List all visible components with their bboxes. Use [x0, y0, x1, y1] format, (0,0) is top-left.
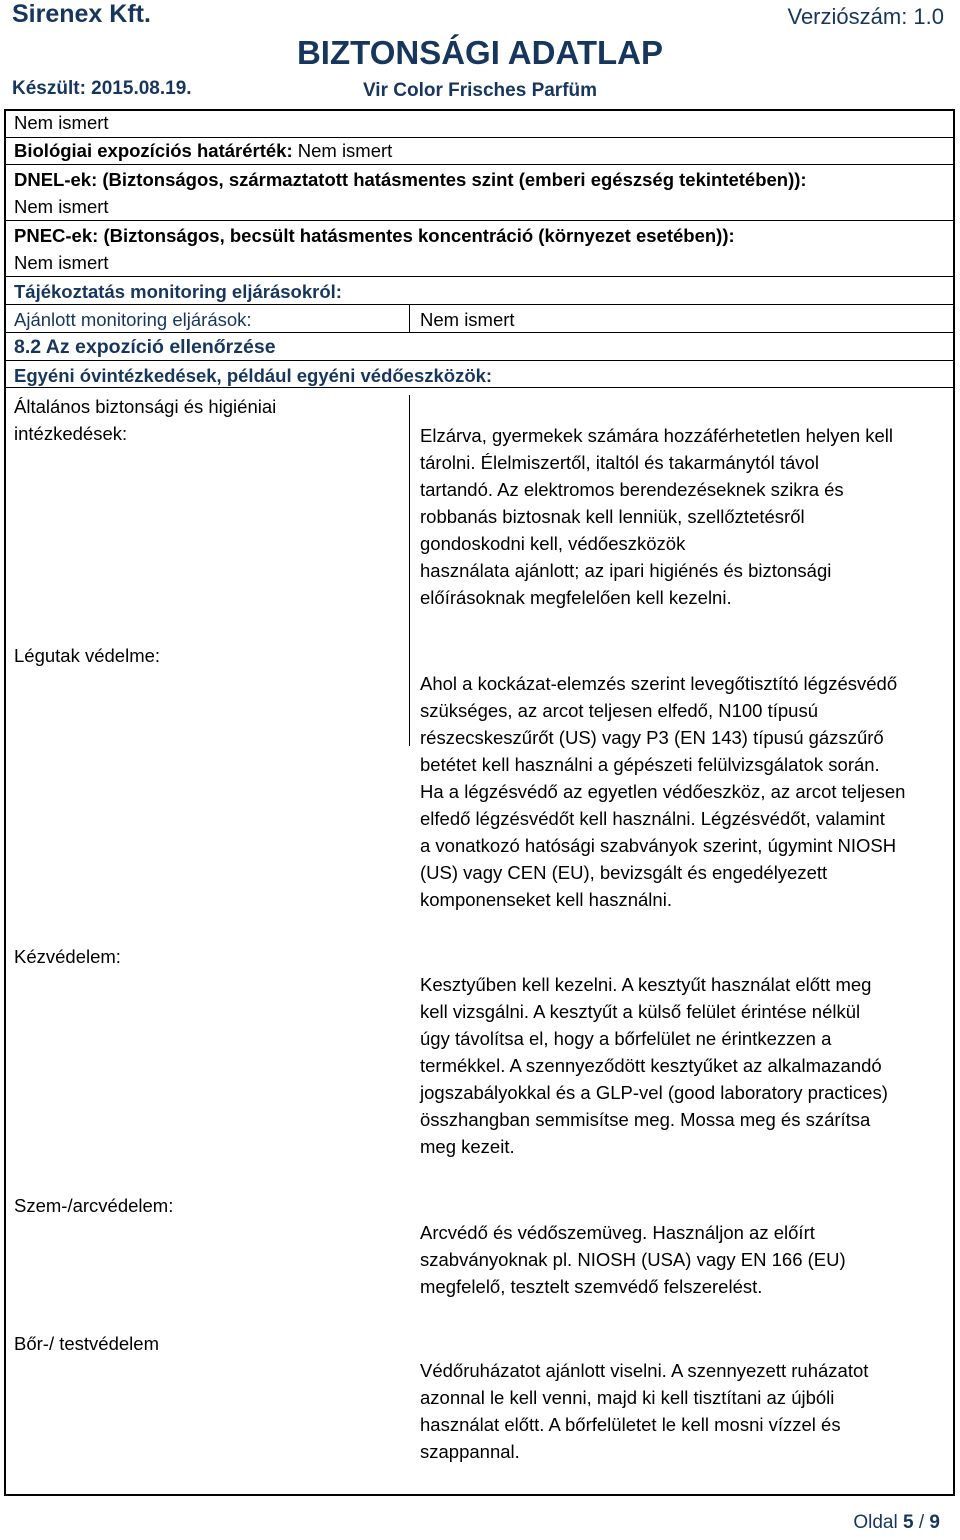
eye-face-protection-value: Arcvédő és védőszemüveg. Használjon az előírt szabványoknak pl. NIOSH (USA) vagy EN 166 (EU) megfelelő, tesztelt szemvédő felszerelést. [420, 1222, 846, 1297]
eye-face-protection-label: Szem-/arcvédelem: [14, 1195, 174, 1216]
pnec-label: PNEC-ek: (Biztonságos, becsült hatásmentes koncentráció (környezet esetében)): [14, 225, 735, 246]
column-divider [409, 304, 410, 332]
page-number [853, 1512, 940, 1534]
dnel-label: DNEL-ek: (Biztonságos, származtatott hatásmentes szint (emberi egészség tekintetében)): [14, 169, 807, 190]
monitoring-title: Tájékoztatás monitoring eljárásokról: [14, 281, 342, 302]
pnec-value: Nem ismert [14, 252, 109, 273]
page-label: Oldal [853, 1512, 898, 1533]
hand-protection-value: Kesztyűben kell kezelni. A kesztyűt használat előtt meg kell vizsgálni. A kesztyűt a külső felület érintése nélkül úgy távolítsa el, hogy a bőrfelület ne érintkezzen a termékkel. A szennyeződött kesztyűket az alkalmazandó jogszabályokkal és a GLP-vel (good laboratory practices) összhangban semmisítse meg. Mossa meg és szárítsa meg kezeit. [420, 974, 888, 1157]
respiratory-protection-value: Ahol a kockázat-elemzés szerint levegőtisztító légzésvédő szükséges, az arcot teljesen elfedő, N100 típusú részecskeszűrőt (US) vagy P3 (EN 143) típusú gázszűrő betétet kell használni a gépészeti felülvizsgálatok során. Ha a légzésvédő az egyetlen védőeszköz, az arcot teljesen elfedő légzésvédőt kell használni. Légzésvédőt, valamint a vonatkozó hatósági szabványok szerint, úgymint NIOSH (US) vagy CEN (EU), bevizsgált és engedélyezett komponenseket kell használni. [420, 673, 906, 910]
hand-protection-label: Kézvédelem: [14, 946, 121, 967]
section-title: 8.2 Az expozíció ellenőrzése [14, 336, 276, 358]
monitoring-value: Nem ismert [420, 309, 515, 330]
divider [6, 220, 953, 221]
exposure-limit-value: Nem ismert [14, 112, 109, 133]
respiratory-protection-label: Légutak védelme: [14, 645, 161, 666]
page-separator: / [918, 1512, 925, 1533]
general-measures-value: Elzárva, gyermekek számára hozzáférhetetlen helyen kell tárolni. Élelmiszertől, italtól és takarmánytól távol tartandó. Az elektromos berendezéseknek szikra és robbanás biztosnak kell lenniük, szellőztetésről gondoskodni kell, védőeszközök használata ajánlott; az ipari higiénés és biztonsági előírásoknak megfelelően kell kezelni. [420, 425, 894, 608]
product-name: Vir Color Frisches Parfüm [362, 80, 598, 101]
document-title: BIZTONSÁGI ADATLAP [296, 34, 664, 71]
company-name: Sirenex Kft. [12, 0, 151, 28]
created-date: Készült: 2015.08.19. [12, 78, 192, 99]
monitoring-label: Ajánlott monitoring eljárások: [14, 309, 252, 330]
dnel-value: Nem ismert [14, 196, 109, 217]
biological-limit-value: Nem ismert [297, 140, 393, 161]
general-measures-label: Általános biztonsági és higiéniai intézkedések: [14, 396, 277, 444]
biological-limit-title: Biológiai expozíciós határérték: [14, 140, 293, 161]
ppe-title: Egyéni óvintézkedések, például egyéni védőeszközök: [14, 365, 493, 386]
skin-body-protection-value: Védőruházatot ajánlott viselni. A szennyezett ruházatot azonnal le kell venni, majd ki kell tisztítani az újbóli használat előtt. A bőrfelületet le kell mosni vízzel és szappannal. [420, 1360, 869, 1462]
column-divider [409, 395, 410, 746]
skin-body-protection-label: Bőr-/ testvédelem [14, 1333, 159, 1354]
page-total: 9 [929, 1512, 940, 1533]
page-current: 5 [903, 1512, 914, 1533]
biological-limit-label [14, 137, 392, 164]
divider [6, 276, 953, 277]
divider [6, 164, 953, 165]
version-number: Verziószám: 1.0 [787, 4, 944, 29]
